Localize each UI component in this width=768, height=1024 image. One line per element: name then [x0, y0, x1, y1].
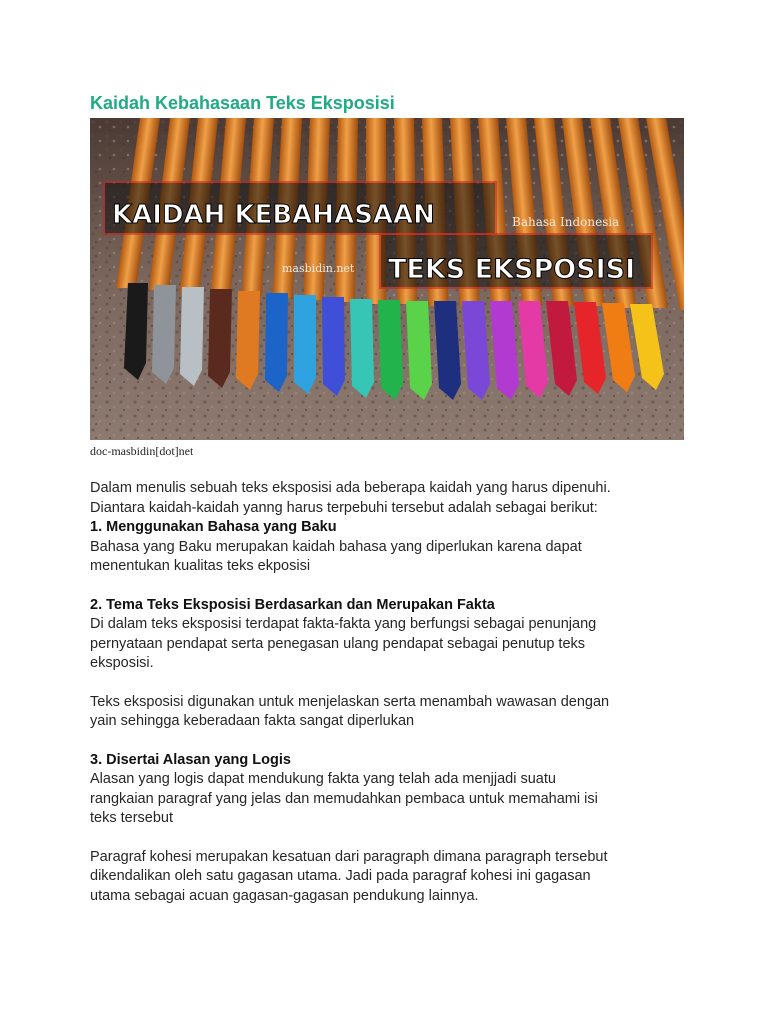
watermark-site: masbidin.net [282, 262, 355, 275]
watermark-subject: Bahasa Indonesia [512, 215, 620, 229]
paragraph-line: rangkaian paragraf yang jelas dan memudahkan pembaca untuk memahami isi [90, 790, 598, 807]
paragraph-line: Teks eksposisi digunakan untuk menjelaskan serta menambah wawasan dengan [90, 693, 610, 710]
section-heading-3: 3. Disertai Alasan yang Logis [90, 751, 291, 768]
article-body [90, 479, 686, 906]
paragraph-line: Alasan yang logis dapat mendukung fakta yang telah ada menjjadi suatu [90, 771, 556, 787]
paragraph-line: pernyataan pendapat serta penegasan ulang pendapat sebagai penutup teks [90, 635, 586, 652]
paragraph-line: dikendalikan oleh satu gagasan utama. Jadi pada paragraf kohesi ini gagasan [90, 868, 591, 884]
intro-line: Dalam menulis sebuah teks eksposisi ada beberapa kaidah yang harus dipenuhi. [90, 480, 611, 496]
paragraph-line: utama sebagai acuan gagasan-gagasan pendukung lainnya. [90, 887, 479, 904]
banner-line-2: TEKS EKSPOSISI [388, 254, 636, 285]
paragraph-line: eksposisi. [90, 655, 154, 671]
banner-line-1: KAIDAH KEBAHASAAN [112, 200, 435, 230]
section-heading-1: 1. Menggunakan Bahasa yang Baku [90, 519, 337, 535]
image-caption: doc-masbidin[dot]net [90, 444, 194, 458]
pens-illustration [90, 118, 684, 440]
article-title: Kaidah Kebahasaan Teks Eksposisi [90, 93, 395, 113]
paragraph-line: Di dalam teks eksposisi terdapat fakta-fakta yang berfungsi sebagai penunjang [90, 616, 597, 632]
intro-line: Diantara kaidah-kaidah yanng harus terpebuhi tersebut adalah sebagai berikut: [90, 499, 598, 516]
paragraph-line: menentukan kualitas teks ekposisi [90, 558, 311, 574]
section-heading-2: 2. Tema Teks Eksposisi Berdasarkan dan Merupakan Fakta [90, 596, 495, 613]
paragraph-line: teks tersebut [90, 810, 174, 826]
paragraph-line: yain sehingga keberadaan fakta sangat diperlukan [90, 713, 415, 729]
paragraph-line: Paragraf kohesi merupakan kesatuan dari paragraph dimana paragraph tersebut [90, 848, 608, 865]
document-page [90, 92, 686, 906]
paragraph-line: Bahasa yang Baku merupakan kaidah bahasa yang diperlukan karena dapat [90, 538, 582, 555]
hero-image [90, 118, 684, 440]
